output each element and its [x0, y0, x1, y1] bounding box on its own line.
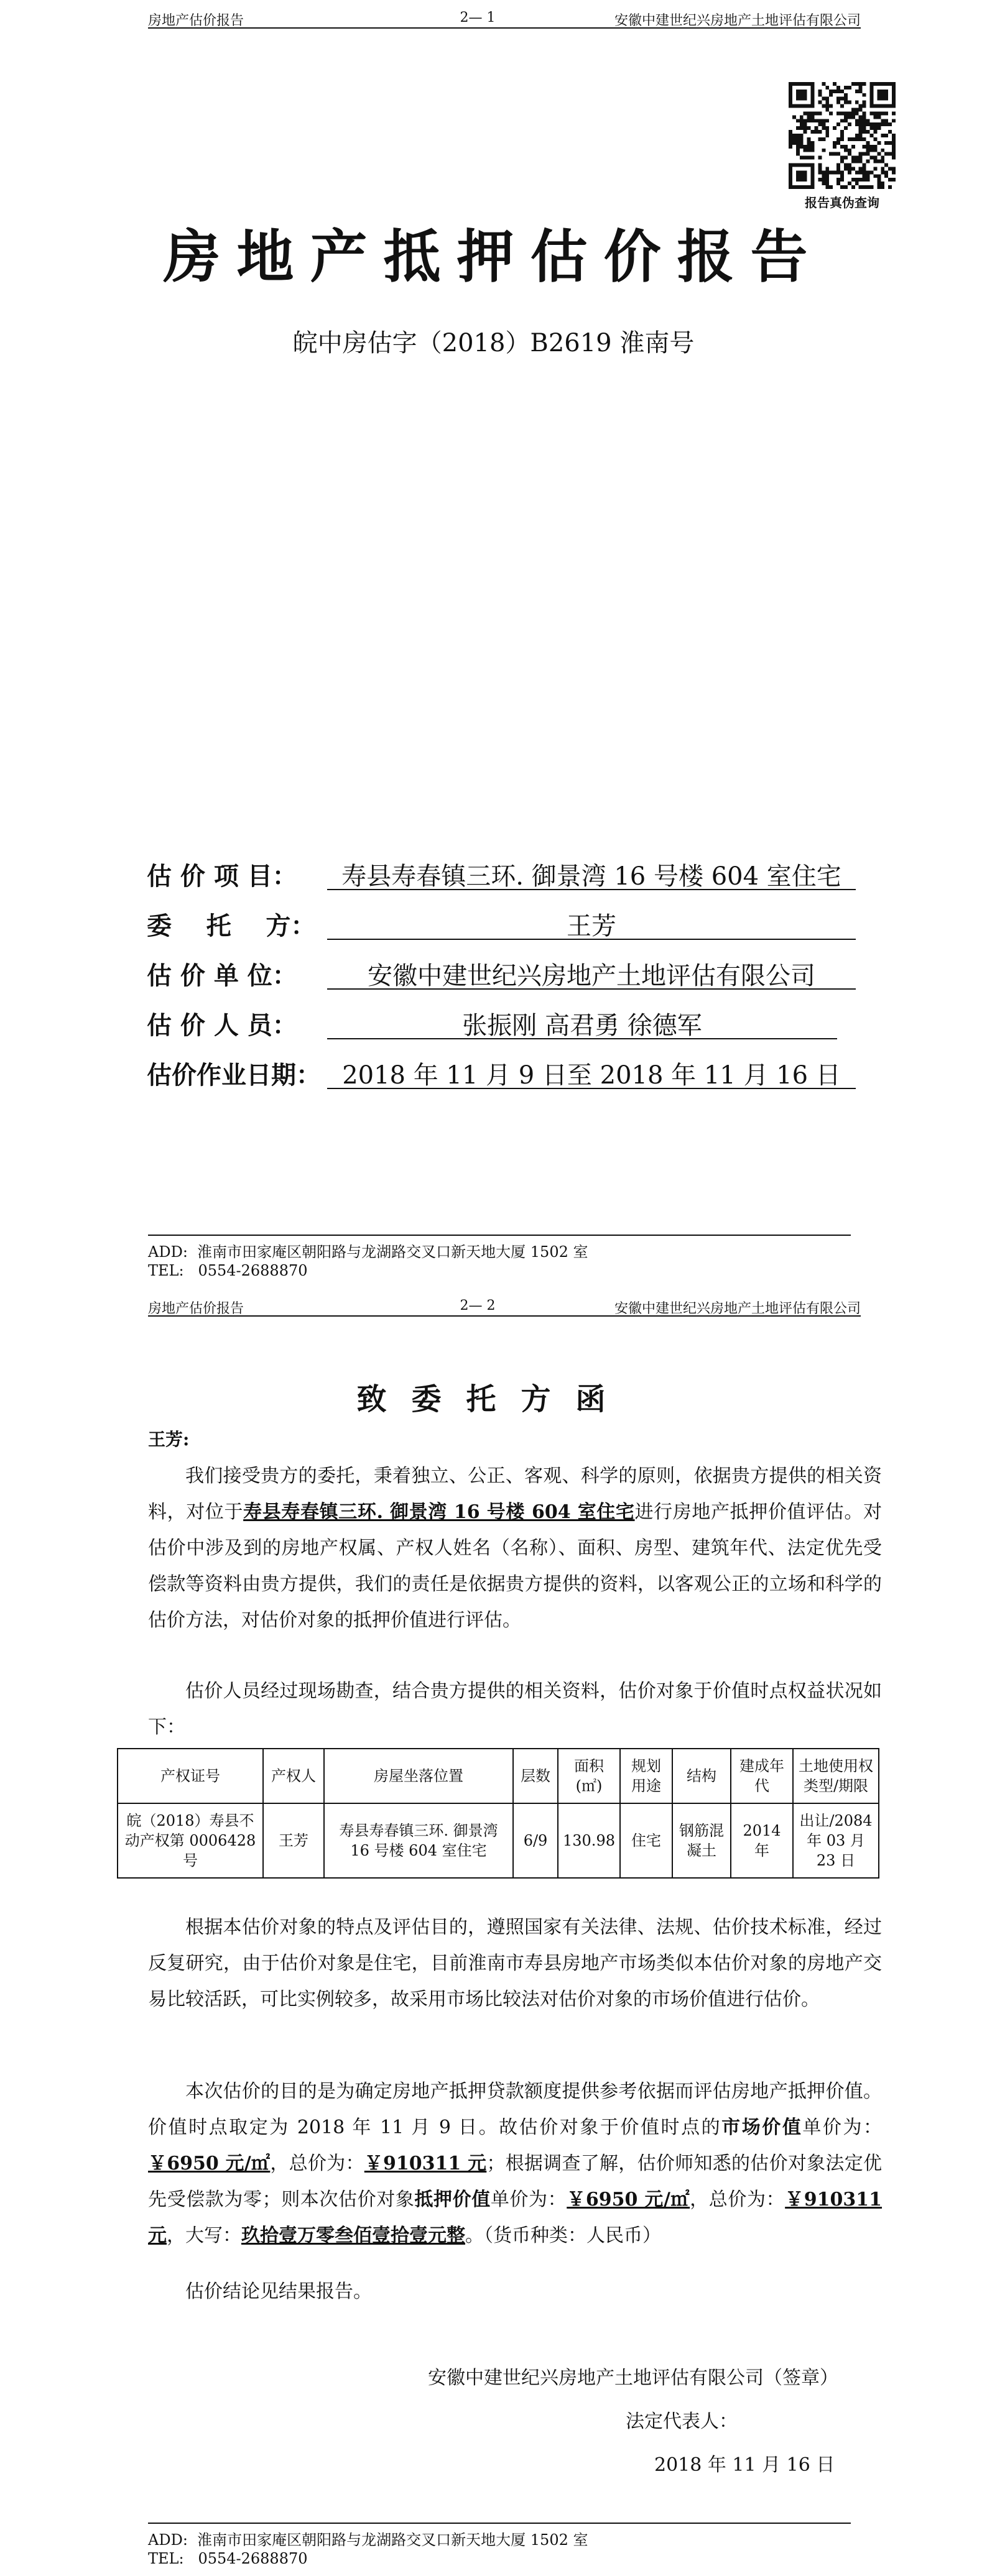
header-company: 安徽中建世纪兴房地产土地评估有限公司 — [614, 13, 861, 29]
col-header: 土地使用权类型/期限 — [793, 1749, 879, 1803]
market-value-label: 市场价值 — [721, 2117, 803, 2138]
page-header — [148, 1294, 861, 1317]
market-unit-price: ￥6950 元/㎡ — [148, 2153, 271, 2174]
table-cell: 6/9 — [513, 1803, 558, 1878]
letter-greeting: 王芳: — [148, 1429, 190, 1450]
signature-date: 2018 年 11 月 16 日 — [654, 2454, 835, 2476]
col-header: 产权人 — [263, 1749, 324, 1803]
info-value: 寿县寿春镇三环. 御景湾 16 号楼 604 室住宅 — [327, 857, 856, 890]
col-header: 层数 — [513, 1749, 558, 1803]
info-value: 王芳 — [327, 906, 856, 940]
page-number: 2— 2 — [460, 1298, 496, 1313]
info-label: 委 托 方： — [147, 911, 316, 941]
col-header: 结构 — [672, 1749, 731, 1803]
text-span: 。（货币种类：人民币） — [465, 2225, 661, 2247]
info-label: 估价作业日期： — [147, 1060, 321, 1090]
table-cell: 住宅 — [620, 1803, 672, 1878]
info-label: 估 价 人 员： — [147, 1011, 297, 1040]
table-cell: 皖（2018）寿县不动产权第 0006428 号 — [118, 1803, 263, 1878]
col-header: 规划用途 — [620, 1749, 672, 1803]
footer-phone: TEL: 0554-2688870 — [148, 1262, 308, 1279]
header-left: 房地产估价报告 — [148, 1301, 244, 1317]
market-total-price: ￥910311 元 — [364, 2153, 487, 2174]
amount-in-words: 玖拾壹万零叁佰壹拾壹元整 — [241, 2225, 465, 2247]
property-table — [117, 1748, 879, 1879]
paragraph-intro — [148, 1458, 882, 1639]
text-span: ，总价为： — [690, 2189, 785, 2210]
signature-legal-rep: 法定代表人： — [626, 2411, 738, 2432]
text-span: ；根据调查了解，估价师知悉的估价对象法定优先受偿款为零；则本次估价对象 — [148, 2153, 883, 2210]
col-header: 产权证号 — [118, 1749, 263, 1803]
mortgage-value-label: 抵押价值 — [414, 2189, 491, 2210]
header-left: 房地产估价报告 — [148, 13, 244, 29]
text-span: 单价为： — [802, 2117, 883, 2138]
footer-address: ADD: 淮南市田家庵区朝阳路与龙湖路交叉口新天地大厦 1502 室 — [148, 1243, 588, 1261]
report-ref-number: 皖中房估字（2018）B2619 淮南号 — [292, 329, 695, 357]
table-cell: 钢筋混凝土 — [672, 1803, 731, 1878]
col-header: 建成年代 — [731, 1749, 793, 1803]
paragraph-conclusion: 估价结论见结果报告。 — [185, 2281, 372, 2302]
info-value: 安徽中建世纪兴房地产土地评估有限公司 — [327, 956, 856, 990]
letter-page — [0, 1288, 987, 2576]
table-cell: 出让/2084 年 03 月 23 日 — [793, 1803, 879, 1878]
paragraph-status: 估价人员经过现场勘查，结合贵方提供的相关资料，估价对象于价值时点权益状况如下： — [148, 1680, 882, 1738]
text-span: 我们接受贵方的委托，秉着独立、公正、客观、科学的原则，依据贵方提供的相关资料，对位于 — [148, 1465, 882, 1523]
property-address: 寿县寿春镇三环. 御景湾 16 号楼 604 室住宅 — [243, 1501, 635, 1523]
qr-caption: 报告真伪查询 — [805, 195, 879, 210]
text-span: 进行房地产抵押价值评估。对估价中涉及到的房地产权属、产权人姓名（名称）、面积、房型、建筑年代、法定优先受偿款等资料由贵方提供，我们的责任是依据贵方提供的资料，以客观公正的立场和科学的估价方法，对估价对象的抵押价值进行评估。 — [148, 1501, 883, 1631]
paragraph-valuation — [148, 2074, 882, 2254]
table-row — [118, 1803, 879, 1878]
info-label: 估 价 单 位： — [147, 961, 297, 990]
page-header — [148, 6, 861, 29]
mortgage-total-price: ￥910311 元 — [148, 2189, 883, 2247]
info-value: 张振刚 高君勇 徐德军 — [327, 1006, 837, 1039]
text-span: 本次估价的目的是为确定房地产抵押贷款额度提供参考依据而评估房地产抵押价值。价值时点取定为 2018 年 11 月 9 日。故估价对象于价值时点的 — [148, 2081, 882, 2138]
qr-code-icon — [789, 82, 896, 189]
table-cell: 130.98 — [558, 1803, 620, 1878]
footer-address: ADD: 淮南市田家庵区朝阳路与龙湖路交叉口新天地大厦 1502 室 — [148, 2531, 588, 2549]
table-header-row — [118, 1749, 879, 1803]
paragraph-method: 根据本估价对象的特点及评估目的，遵照国家有关法律、法规、估价技术标准，经过反复研究，由于估价对象是住宅，目前淮南市寿县房地产市场类似本估价对象的房地产交易比较活跃，可比实例较多，故采用市场比较法对估价对象的市场价值进行估价。 — [148, 1916, 882, 2010]
info-label: 估 价 项 目： — [147, 862, 297, 891]
text-span: 单价为： — [490, 2189, 567, 2210]
col-header: 房屋坐落位置 — [324, 1749, 513, 1803]
table-cell: 王芳 — [263, 1803, 324, 1878]
letter-title: 致委托方函 — [356, 1382, 631, 1417]
footer-phone: TEL: 0554-2688870 — [148, 2550, 308, 2567]
text-span: ，总价为： — [270, 2153, 364, 2174]
col-header: 面积(㎡) — [558, 1749, 620, 1803]
table-cell: 寿县寿春镇三环. 御景湾 16 号楼 604 室住宅 — [324, 1803, 513, 1878]
header-company: 安徽中建世纪兴房地产土地评估有限公司 — [614, 1301, 861, 1317]
text-span: ，大写： — [167, 2225, 241, 2247]
footer-divider — [148, 1235, 851, 1236]
footer-divider — [148, 2523, 851, 2524]
page-number: 2— 1 — [460, 10, 496, 25]
report-title: 房地产抵押估价报告 — [163, 223, 824, 290]
mortgage-unit-price: ￥6950 元/㎡ — [567, 2189, 690, 2210]
info-value: 2018 年 11 月 9 日至 2018 年 11 月 16 日 — [327, 1056, 856, 1089]
signature-company: 安徽中建世纪兴房地产土地评估有限公司（签章） — [428, 2367, 838, 2389]
table-cell: 2014 年 — [731, 1803, 793, 1878]
